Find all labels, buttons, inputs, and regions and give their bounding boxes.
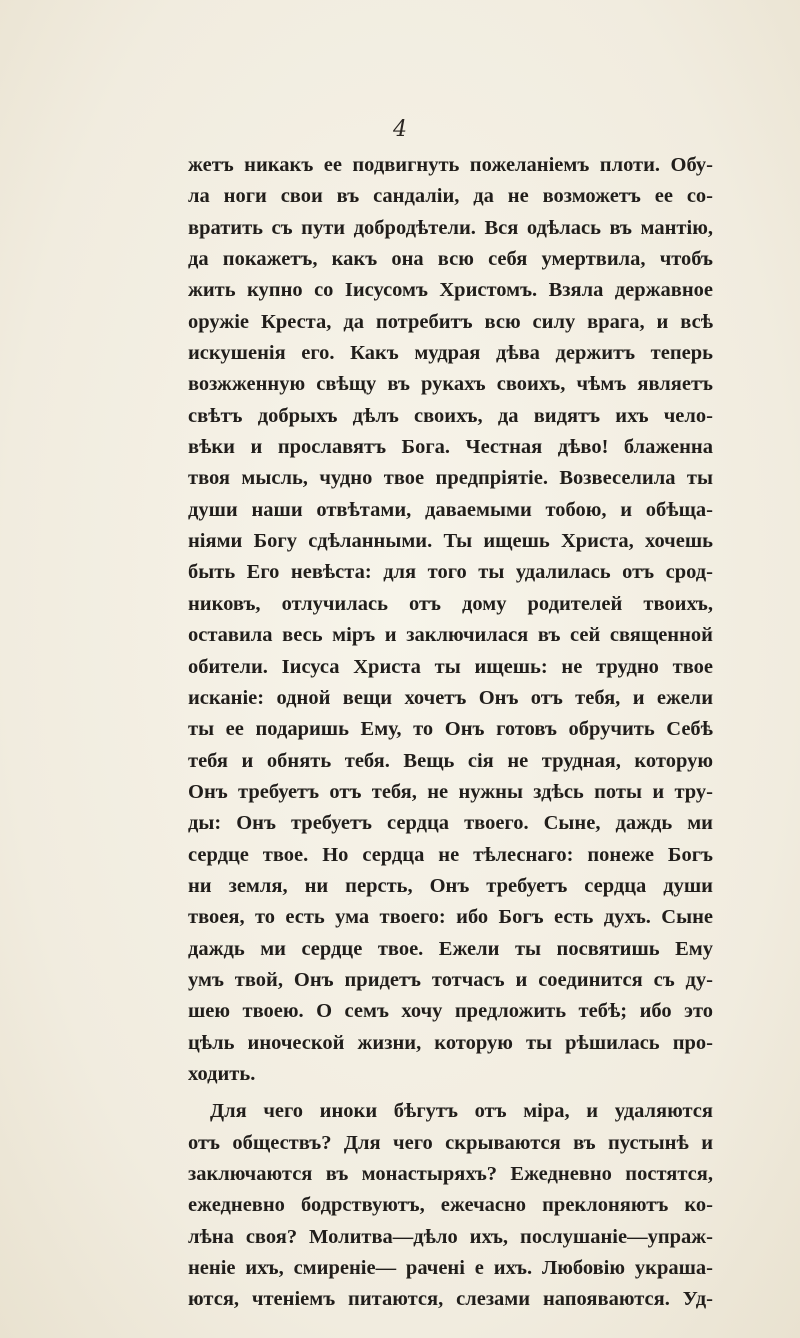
page-number: 4 <box>393 117 407 142</box>
text-line: Для чего иноки бѣгутъ отъ міра, и удаляются <box>210 1100 713 1123</box>
text-line: умъ твой, Онъ придетъ тотчасъ и соединится съ ду- <box>188 968 713 991</box>
text-line: ла ноги свои въ сандаліи, да не возможетъ ее со- <box>188 185 713 208</box>
text-line: шею твоею. О семъ хочу предложить тебѣ; ибо это <box>188 1000 713 1023</box>
text-line: ходить. <box>188 1062 256 1085</box>
text-line: твоея, то есть ума твоего: ибо Богъ есть духъ. Сыне <box>188 906 713 929</box>
body-text <box>188 150 713 1316</box>
text-line: свѣтъ добрыхъ дѣлъ своихъ, да видятъ ихъ чело- <box>188 404 713 427</box>
text-line: жить купно со Іисусомъ Христомъ. Взяла державное <box>188 279 713 302</box>
text-line: исканіе: одной вещи хочетъ Онъ отъ тебя, и ежели <box>188 686 713 709</box>
text-line: оружіе Креста, да потребитъ всю силу врага, и всѣ <box>188 310 713 333</box>
text-line: вратить съ пути добродѣтели. Вся одѣлась въ мантію, <box>188 216 713 239</box>
text-line: ни земля, ни персть, Онъ требуетъ сердца души <box>188 874 713 897</box>
text-line: Онъ требуетъ отъ тебя, не нужны здѣсь поты и тру- <box>188 780 713 803</box>
text-line: даждь ми сердце твое. Ежели ты посвятишь Ему <box>188 937 713 960</box>
text-line: твоя мысль, чудно твое предпріятіе. Возвеселила ты <box>188 467 713 490</box>
paragraph-1 <box>188 150 713 1090</box>
text-line: тебя и обнять тебя. Вещь сія не трудная, которую <box>188 749 713 772</box>
text-line: ются, чтеніемъ питаются, слезами напояваются. Уд- <box>188 1288 713 1311</box>
text-line: цѣль иноческой жизни, которую ты рѣшилась про- <box>188 1031 713 1054</box>
text-line: жетъ никакъ ее подвигнуть пожеланіемъ плоти. Обу- <box>188 154 713 176</box>
text-line: неніе ихъ, смиреніе— рачені е ихъ. Любовію украша- <box>188 1257 713 1280</box>
text-line: лѣна своя? Молитва—дѣло ихъ, послушаніе—упраж- <box>188 1225 713 1248</box>
text-line: обители. Іисуса Христа ты ищешь: не трудно твое <box>188 655 713 678</box>
text-line: искушенія его. Какъ мудрая дѣва держитъ теперь <box>188 342 713 365</box>
text-line: оставила весь міръ и заключилася въ сей священной <box>188 624 713 647</box>
text-line: отъ обществъ? Для чего скрываются въ пустынѣ и <box>188 1131 713 1154</box>
paragraph-2 <box>188 1096 713 1315</box>
text-line: ты ее подаришь Ему, то Онъ готовъ обручить Себѣ <box>188 718 713 741</box>
text-line: ніями Богу сдѣланными. Ты ищешь Христа, хочешь <box>188 530 713 553</box>
text-line: ды: Онъ требуетъ сердца твоего. Сыне, даждь ми <box>188 812 713 835</box>
text-line: ежедневно бодрствуютъ, ежечасно преклоняютъ ко- <box>188 1194 713 1217</box>
text-line: да покажетъ, какъ она всю себя умертвила, чтобъ <box>188 248 713 271</box>
text-line: души наши отвѣтами, даваемыми тобою, и обѣща- <box>188 498 713 521</box>
text-line: сердце твое. Но сердца не тѣлеснаго: понеже Богъ <box>188 843 713 866</box>
text-line: возжженную свѣщу въ рукахъ своихъ, чѣмъ являетъ <box>188 373 713 396</box>
text-line: никовъ, отлучилась отъ дому родителей твоихъ, <box>188 592 713 615</box>
text-line: быть Его невѣста: для того ты удалилась отъ срод- <box>188 561 713 584</box>
text-line: вѣки и прославятъ Бога. Честная дѣво! блаженна <box>188 436 713 459</box>
text-line: заключаются въ монастыряхъ? Ежедневно постятся, <box>188 1163 713 1185</box>
